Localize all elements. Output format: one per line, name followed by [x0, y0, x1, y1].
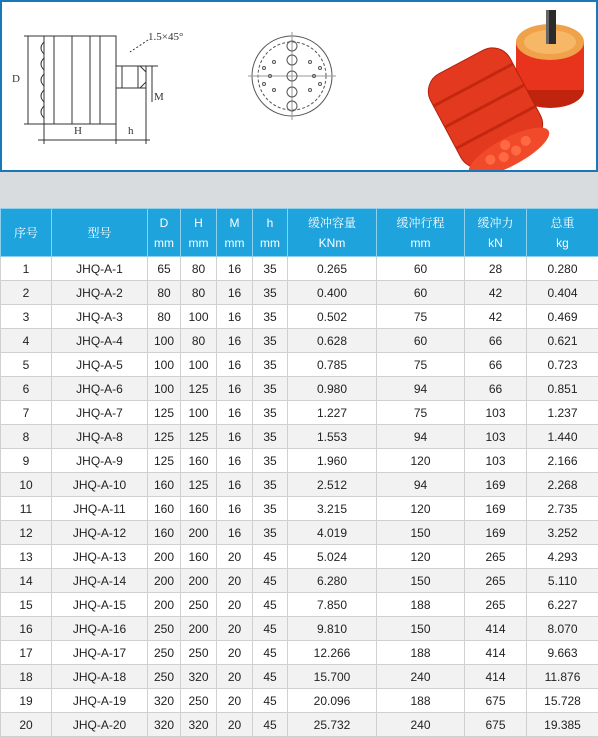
- table-cell: 45: [253, 665, 288, 689]
- table-cell: 45: [253, 593, 288, 617]
- header-label: D: [159, 215, 169, 230]
- header-unit: KNm: [318, 235, 346, 250]
- dim-h-label: h: [128, 125, 134, 137]
- table-cell: JHQ-A-12: [52, 521, 148, 545]
- table-cell: 80: [148, 281, 181, 305]
- table-cell: 2.166: [527, 449, 598, 473]
- table-row: [1, 545, 598, 569]
- table-row: [1, 377, 598, 401]
- table-cell: 20: [217, 617, 253, 641]
- header-label: M: [229, 215, 240, 230]
- table-row: [1, 353, 598, 377]
- header-unit: mm: [154, 235, 174, 250]
- table-cell: 35: [253, 329, 288, 353]
- table-cell: 75: [377, 401, 465, 425]
- table-cell: 35: [253, 425, 288, 449]
- table-cell: 35: [253, 281, 288, 305]
- table-cell: 60: [377, 257, 465, 281]
- table-cell: 2.512: [288, 473, 377, 497]
- table-cell: 13: [1, 545, 52, 569]
- table-cell: 20: [217, 713, 253, 737]
- table-cell: 200: [148, 545, 181, 569]
- table-cell: 8: [1, 425, 52, 449]
- table-cell: 6: [1, 377, 52, 401]
- header-label: 型号: [87, 225, 112, 240]
- table-cell: 160: [181, 497, 217, 521]
- table-cell: 35: [253, 521, 288, 545]
- table-cell: 35: [253, 449, 288, 473]
- table-row: [1, 689, 598, 713]
- table-row: [1, 257, 598, 281]
- header-unit: mm: [188, 235, 209, 250]
- header-h: [253, 209, 288, 257]
- table-cell: 16: [217, 449, 253, 473]
- table-cell: 94: [377, 377, 465, 401]
- table-cell: 0.404: [527, 281, 598, 305]
- table-cell: 94: [377, 473, 465, 497]
- product-photo: [421, 10, 584, 170]
- table-cell: 75: [377, 305, 465, 329]
- table-cell: 188: [377, 641, 465, 665]
- table-cell: 5.024: [288, 545, 377, 569]
- table-cell: 65: [148, 257, 181, 281]
- table-cell: 20: [217, 593, 253, 617]
- table-cell: 250: [181, 689, 217, 713]
- table-cell: 4.293: [527, 545, 598, 569]
- table-cell: 0.980: [288, 377, 377, 401]
- table-cell: 45: [253, 569, 288, 593]
- chamfer-label: 1.5×45°: [148, 31, 184, 43]
- table-cell: 19.385: [527, 713, 598, 737]
- table-cell: 320: [181, 665, 217, 689]
- table-cell: 120: [377, 497, 465, 521]
- table-cell: 16: [1, 617, 52, 641]
- table-row: [1, 641, 598, 665]
- table-cell: JHQ-A-19: [52, 689, 148, 713]
- table-cell: 200: [148, 569, 181, 593]
- table-cell: 25.732: [288, 713, 377, 737]
- table-row: [1, 665, 598, 689]
- table-row: [1, 497, 598, 521]
- table-cell: 11: [1, 497, 52, 521]
- table-cell: 16: [217, 497, 253, 521]
- table-body: [1, 257, 598, 737]
- table-cell: JHQ-A-10: [52, 473, 148, 497]
- table-cell: 1.960: [288, 449, 377, 473]
- table-cell: 1.440: [527, 425, 598, 449]
- table-cell: 414: [465, 665, 527, 689]
- table-cell: 11.876: [527, 665, 598, 689]
- table-cell: 125: [148, 425, 181, 449]
- table-cell: 1: [1, 257, 52, 281]
- table-cell: 3.252: [527, 521, 598, 545]
- table-cell: 7.850: [288, 593, 377, 617]
- table-cell: JHQ-A-11: [52, 497, 148, 521]
- table-cell: 75: [377, 353, 465, 377]
- table-cell: 17: [1, 641, 52, 665]
- table-cell: 5.110: [527, 569, 598, 593]
- table-cell: 6.280: [288, 569, 377, 593]
- table-cell: 45: [253, 617, 288, 641]
- table-cell: 94: [377, 425, 465, 449]
- table-cell: 6.227: [527, 593, 598, 617]
- table-cell: 20: [217, 665, 253, 689]
- table-cell: JHQ-A-20: [52, 713, 148, 737]
- table-cell: JHQ-A-5: [52, 353, 148, 377]
- table-cell: 19: [1, 689, 52, 713]
- table-cell: 200: [181, 569, 217, 593]
- table-cell: JHQ-A-18: [52, 665, 148, 689]
- header-label: 总重: [550, 215, 575, 230]
- table-cell: 66: [465, 329, 527, 353]
- table-cell: 320: [148, 713, 181, 737]
- header-index: [1, 209, 52, 257]
- table-cell: 42: [465, 305, 527, 329]
- table-cell: 16: [217, 281, 253, 305]
- table-cell: 15.728: [527, 689, 598, 713]
- table-cell: 103: [465, 449, 527, 473]
- table-cell: 16: [217, 401, 253, 425]
- table-cell: 60: [377, 329, 465, 353]
- table-cell: 0.628: [288, 329, 377, 353]
- table-cell: 0.723: [527, 353, 598, 377]
- header-label: h: [266, 215, 274, 230]
- table-cell: 80: [181, 281, 217, 305]
- table-cell: 20: [217, 569, 253, 593]
- table-cell: 0.469: [527, 305, 598, 329]
- table-cell: 16: [217, 377, 253, 401]
- table-cell: 2.268: [527, 473, 598, 497]
- table-cell: 240: [377, 665, 465, 689]
- table-cell: 250: [148, 641, 181, 665]
- table-cell: 100: [148, 377, 181, 401]
- table-row: [1, 713, 598, 737]
- header-force: [465, 209, 527, 257]
- header-label: 序号: [13, 225, 38, 240]
- table-cell: 100: [148, 353, 181, 377]
- table-cell: JHQ-A-9: [52, 449, 148, 473]
- table-cell: 16: [217, 329, 253, 353]
- table-cell: 16: [217, 305, 253, 329]
- table-cell: 80: [181, 257, 217, 281]
- table-cell: 160: [148, 497, 181, 521]
- header-label: 缓冲行程: [396, 215, 445, 230]
- table-cell: 4: [1, 329, 52, 353]
- table-cell: 1.553: [288, 425, 377, 449]
- table-cell: 45: [253, 545, 288, 569]
- table-cell: 3: [1, 305, 52, 329]
- table-cell: 16: [217, 521, 253, 545]
- table-cell: 45: [253, 689, 288, 713]
- table-cell: 169: [465, 521, 527, 545]
- header-row: [1, 209, 598, 257]
- table-cell: 20: [217, 689, 253, 713]
- table-cell: 35: [253, 353, 288, 377]
- table-cell: 9: [1, 449, 52, 473]
- table-cell: 28: [465, 257, 527, 281]
- table-cell: 103: [465, 401, 527, 425]
- table-cell: 18: [1, 665, 52, 689]
- header-unit: kN: [488, 235, 503, 250]
- table-cell: 0.785: [288, 353, 377, 377]
- header-label: 缓冲力: [477, 215, 514, 230]
- table-cell: 414: [465, 641, 527, 665]
- table-cell: 60: [377, 281, 465, 305]
- table-cell: 169: [465, 497, 527, 521]
- table-cell: 15.700: [288, 665, 377, 689]
- table-cell: 265: [465, 593, 527, 617]
- table-cell: 9.663: [527, 641, 598, 665]
- table-cell: 16: [217, 257, 253, 281]
- table-cell: JHQ-A-2: [52, 281, 148, 305]
- table-cell: 20: [217, 641, 253, 665]
- table-cell: 2.735: [527, 497, 598, 521]
- table-cell: 320: [148, 689, 181, 713]
- table-cell: 0.851: [527, 377, 598, 401]
- table-cell: 120: [377, 449, 465, 473]
- table-cell: 12: [1, 521, 52, 545]
- table-cell: 45: [253, 641, 288, 665]
- table-cell: 250: [148, 665, 181, 689]
- table-row: [1, 329, 598, 353]
- table-cell: 120: [377, 545, 465, 569]
- table-cell: 265: [465, 569, 527, 593]
- table-cell: 125: [181, 425, 217, 449]
- table-cell: 3.215: [288, 497, 377, 521]
- technical-drawing: [2, 2, 596, 170]
- table-cell: 1.237: [527, 401, 598, 425]
- table-cell: 320: [181, 713, 217, 737]
- table-cell: 265: [465, 545, 527, 569]
- table-cell: 15: [1, 593, 52, 617]
- table-cell: 0.502: [288, 305, 377, 329]
- table-cell: JHQ-A-7: [52, 401, 148, 425]
- table-row: [1, 449, 598, 473]
- table-cell: 250: [181, 593, 217, 617]
- table-cell: 20.096: [288, 689, 377, 713]
- table-cell: 200: [181, 521, 217, 545]
- table-cell: 9.810: [288, 617, 377, 641]
- table-row: [1, 569, 598, 593]
- table-cell: 125: [181, 377, 217, 401]
- table-cell: JHQ-A-3: [52, 305, 148, 329]
- table-cell: 250: [181, 641, 217, 665]
- table-cell: 35: [253, 473, 288, 497]
- spec-table: [0, 208, 598, 737]
- table-row: [1, 593, 598, 617]
- table-cell: 16: [217, 425, 253, 449]
- dim-D-label: D: [12, 73, 20, 85]
- table-cell: JHQ-A-6: [52, 377, 148, 401]
- table-cell: 35: [253, 377, 288, 401]
- table-header: [1, 209, 598, 257]
- table-cell: 150: [377, 521, 465, 545]
- header-unit: mm: [260, 235, 280, 250]
- table-cell: 35: [253, 401, 288, 425]
- table-cell: 5: [1, 353, 52, 377]
- table-cell: 0.265: [288, 257, 377, 281]
- table-cell: 100: [181, 353, 217, 377]
- table-cell: 160: [148, 521, 181, 545]
- table-cell: 0.280: [527, 257, 598, 281]
- dim-H-label: H: [74, 125, 82, 137]
- table-cell: 103: [465, 425, 527, 449]
- table-cell: 35: [253, 497, 288, 521]
- table-cell: 16: [217, 473, 253, 497]
- table-cell: 188: [377, 593, 465, 617]
- table-cell: 200: [181, 617, 217, 641]
- table-cell: 1.227: [288, 401, 377, 425]
- table-cell: 8.070: [527, 617, 598, 641]
- table-cell: 200: [148, 593, 181, 617]
- table-cell: 160: [181, 545, 217, 569]
- table-cell: 2: [1, 281, 52, 305]
- table-cell: 66: [465, 377, 527, 401]
- table-cell: 20: [217, 545, 253, 569]
- table-cell: 14: [1, 569, 52, 593]
- product-banner: [0, 0, 598, 172]
- table-cell: JHQ-A-1: [52, 257, 148, 281]
- header-D: [148, 209, 181, 257]
- header-M: [217, 209, 253, 257]
- table-cell: 10: [1, 473, 52, 497]
- table-cell: 150: [377, 569, 465, 593]
- table-cell: 42: [465, 281, 527, 305]
- table-cell: 35: [253, 305, 288, 329]
- table-row: [1, 521, 598, 545]
- table-cell: 35: [253, 257, 288, 281]
- table-row: [1, 281, 598, 305]
- table-cell: 100: [148, 329, 181, 353]
- table-cell: JHQ-A-13: [52, 545, 148, 569]
- header-label: H: [194, 215, 203, 230]
- table-cell: 160: [148, 473, 181, 497]
- table-cell: JHQ-A-17: [52, 641, 148, 665]
- table-cell: 7: [1, 401, 52, 425]
- table-cell: 0.621: [527, 329, 598, 353]
- table-cell: 675: [465, 713, 527, 737]
- header-unit: mm: [224, 235, 245, 250]
- table-cell: JHQ-A-16: [52, 617, 148, 641]
- table-cell: 125: [148, 449, 181, 473]
- table-row: [1, 473, 598, 497]
- table-cell: 45: [253, 713, 288, 737]
- dim-M-label: M: [154, 91, 164, 103]
- table-cell: 100: [181, 401, 217, 425]
- table-row: [1, 617, 598, 641]
- table-cell: 150: [377, 617, 465, 641]
- table-cell: JHQ-A-4: [52, 329, 148, 353]
- table-cell: 125: [181, 473, 217, 497]
- header-label: 缓冲容量: [307, 215, 356, 230]
- table-cell: 4.019: [288, 521, 377, 545]
- table-cell: 12.266: [288, 641, 377, 665]
- side-view-drawing: [24, 36, 158, 144]
- table-cell: 80: [181, 329, 217, 353]
- table-cell: 160: [181, 449, 217, 473]
- table-cell: 414: [465, 617, 527, 641]
- header-stroke: [377, 209, 465, 257]
- table-cell: JHQ-A-8: [52, 425, 148, 449]
- front-view-drawing: [248, 32, 336, 120]
- table-cell: 169: [465, 473, 527, 497]
- table-cell: 240: [377, 713, 465, 737]
- table-row: [1, 425, 598, 449]
- table-cell: 66: [465, 353, 527, 377]
- header-capacity: [288, 209, 377, 257]
- table-row: [1, 401, 598, 425]
- table-cell: 80: [148, 305, 181, 329]
- table-cell: 125: [148, 401, 181, 425]
- table-cell: 675: [465, 689, 527, 713]
- table-cell: 100: [181, 305, 217, 329]
- header-unit: mm: [410, 235, 431, 250]
- table-cell: 188: [377, 689, 465, 713]
- table-cell: JHQ-A-15: [52, 593, 148, 617]
- table-row: [1, 305, 598, 329]
- header-model: [52, 209, 148, 257]
- table-cell: 0.400: [288, 281, 377, 305]
- table-cell: 250: [148, 617, 181, 641]
- section-divider: [0, 172, 598, 208]
- header-H: [181, 209, 217, 257]
- table-cell: 16: [217, 353, 253, 377]
- header-unit: kg: [556, 235, 569, 250]
- table-cell: JHQ-A-14: [52, 569, 148, 593]
- header-weight: [527, 209, 598, 257]
- table-cell: 20: [1, 713, 52, 737]
